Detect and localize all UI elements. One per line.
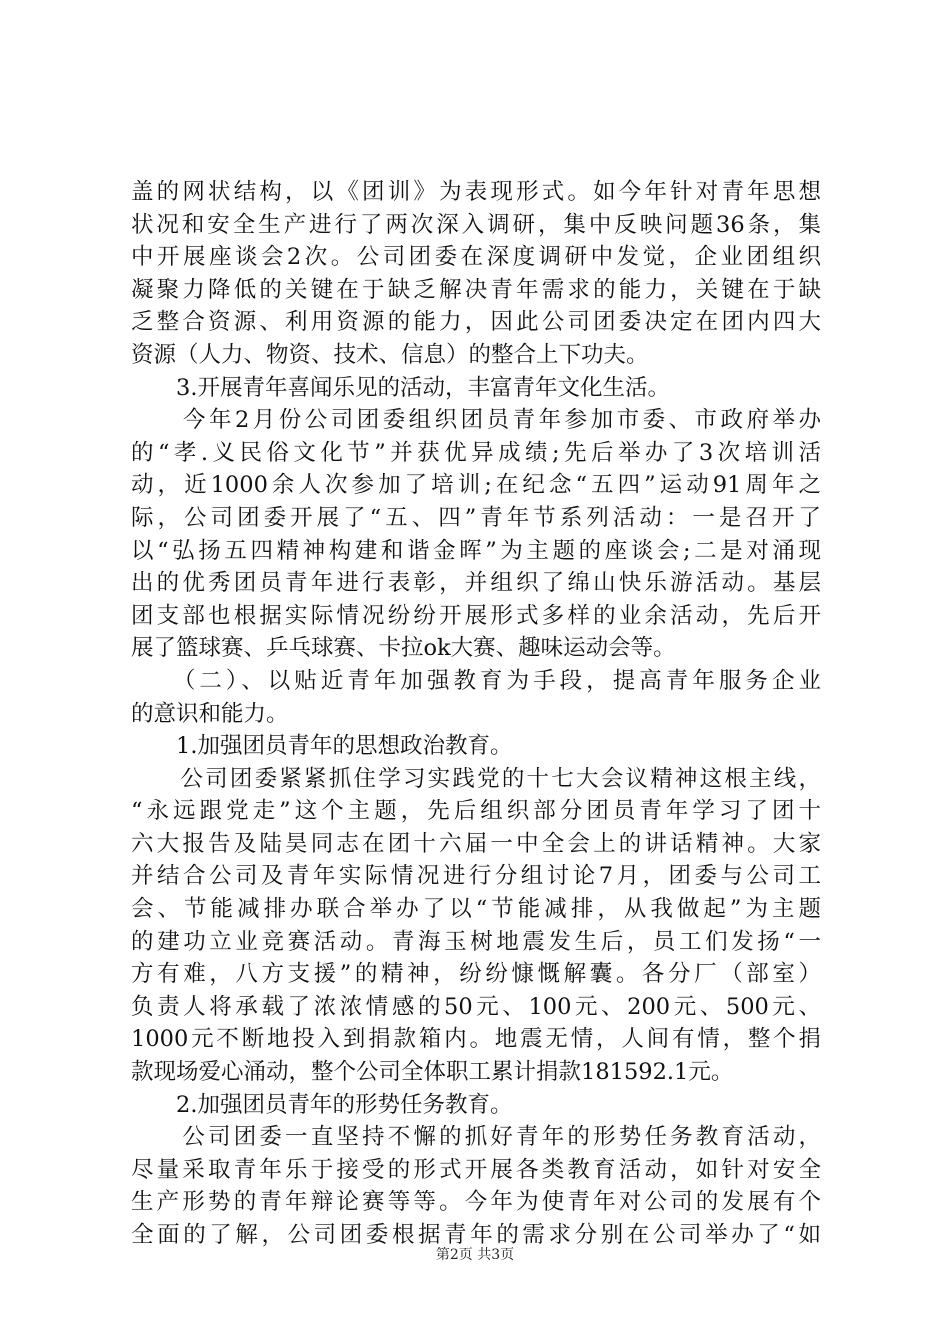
- text-line: 1000元不断地投入到捐款箱内。地震无情，人间有情，整个捐: [131, 1026, 821, 1053]
- text-line: 出的优秀团员青年进行表彰，并组织了绵山快乐游活动。基层: [131, 570, 821, 597]
- text-line: 资源（人力、物资、技术、信息）的整合上下功夫。: [131, 341, 649, 368]
- text-line: 方有难，八方支援”的精神，纷纷慷慨解囊。各分厂（部室）: [131, 961, 821, 988]
- text-line: 团支部也根据实际情况纷纷开展形式多样的业余活动，先后开: [131, 602, 821, 629]
- text-line: 2.加强团员青年的形势任务教育。: [131, 1091, 513, 1118]
- document-body: [131, 176, 821, 1252]
- text-line: 3.开展青年喜闻乐见的活动，丰富青年文化生活。: [131, 374, 670, 401]
- text-line: 展了篮球赛、乒乓球赛、卡拉ok大赛、趣味运动会等。: [131, 635, 676, 662]
- text-line: 的建功立业竞赛活动。青海玉树地震发生后，员工们发扬“一: [131, 928, 821, 955]
- text-line: “永远跟党走”这个主题，先后组织部分团员青年学习了团十: [131, 798, 821, 825]
- text-line: 凝聚力降低的关键在于缺乏解决青年需求的能力，关键在于缺: [131, 276, 821, 303]
- text-line: 的“孝.义民俗文化节”并获优异成绩;先后举办了3次培训活: [131, 439, 821, 466]
- text-line: 负责人将承载了浓浓情感的50元、100元、200元、500元、: [131, 993, 821, 1020]
- text-line: 生产形势的青年辩论赛等等。今年为使青年对公司的发展有个: [131, 1189, 821, 1216]
- text-line: 全面的了解，公司团委根据青年的需求分别在公司举办了“如: [131, 1222, 821, 1248]
- text-line: 的意识和能力。: [131, 700, 289, 727]
- text-line: 今年2月份公司团委组织团员青年参加市委、市政府举办: [131, 407, 821, 434]
- text-line: 六大报告及陆昊同志在团十六届一中全会上的讲话精神。大家: [131, 830, 821, 857]
- text-line: 状况和安全生产进行了两次深入调研，集中反映问题36条，集: [131, 211, 821, 238]
- text-line: 并结合公司及青年实际情况进行分组讨论7月，团委与公司工: [131, 863, 821, 890]
- text-line: 款现场爱心涌动，整个公司全体职工累计捐款181592.1元。: [131, 1059, 734, 1086]
- text-line: 际，公司团委开展了“五、四”青年节系列活动：一是召开了: [131, 504, 821, 531]
- page-footer: 第2页 共3页: [435, 1247, 515, 1263]
- text-line: 以“弘扬五四精神构建和谐金晖”为主题的座谈会;二是对涌现: [131, 537, 821, 564]
- text-line: 会、节能减排办联合举办了以“节能减排，从我做起”为主题: [131, 896, 821, 923]
- text-line: 盖的网状结构，以《团训》为表现形式。如今年针对青年思想: [131, 179, 821, 205]
- text-line: 1.加强团员青年的思想政治教育。: [131, 733, 513, 760]
- text-line: 尽量采取青年乐于接受的形式开展各类教育活动，如针对安全: [131, 1156, 821, 1183]
- text-line: 公司团委一直坚持不懈的抓好青年的形势任务教育活动，: [131, 1124, 821, 1151]
- text-line: 中开展座谈会2次。公司团委在深度调研中发觉，企业团组织: [131, 244, 821, 271]
- text-line: （二）、以贴近青年加强教育为手段，提高青年服务企业: [131, 667, 821, 694]
- text-line: 动，近1000余人次参加了培训;在纪念“五四”运动91周年之: [131, 472, 821, 499]
- text-line: 公司团委紧紧抓住学习实践党的十七大会议精神这根主线，: [131, 765, 821, 792]
- text-line: 乏整合资源、利用资源的能力，因此公司团委决定在团内四大: [131, 309, 821, 336]
